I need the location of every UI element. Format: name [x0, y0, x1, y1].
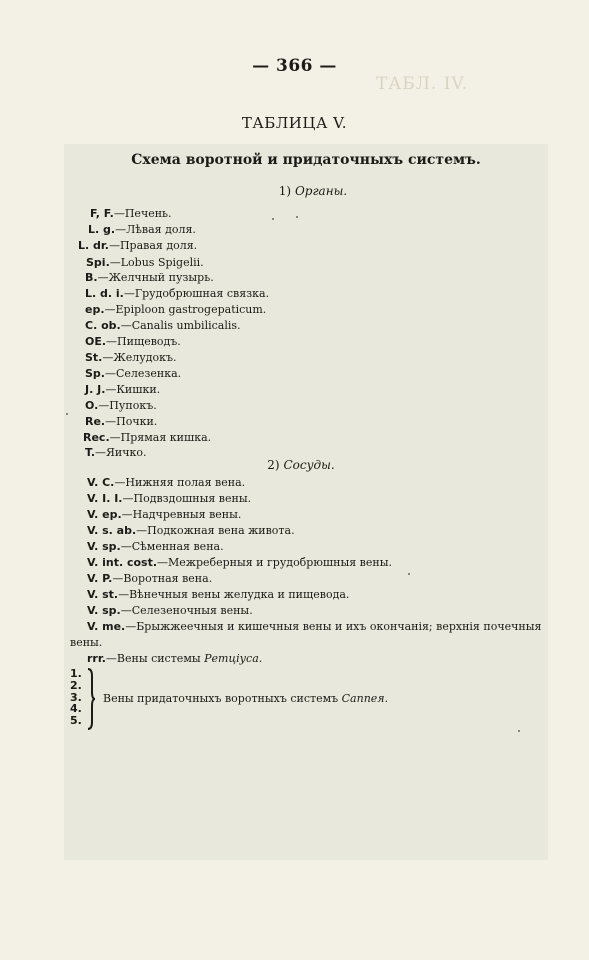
- list-number: 4.: [70, 702, 82, 716]
- list-number: 2.: [70, 678, 82, 692]
- organ-entry: [88, 223, 196, 237]
- organ-text: —Печень.: [113, 207, 172, 220]
- vessel-abbr: V. ep.: [87, 508, 122, 521]
- organ-abbr: L. d. i.: [85, 287, 124, 300]
- numbered-list: [70, 668, 82, 727]
- organ-entry: [90, 207, 172, 221]
- vessel-entry: [87, 492, 251, 506]
- organ-abbr: J. J.: [85, 383, 106, 396]
- vessel-text: —Сѣменная вена.: [120, 540, 224, 553]
- organ-abbr: Rec.: [83, 431, 110, 444]
- paper-speck: [272, 218, 274, 220]
- organ-abbr: O.: [85, 399, 99, 412]
- vessel-abbr: V. int. cost.: [87, 556, 158, 569]
- organ-entry: [85, 399, 157, 413]
- organ-abbr: OE.: [85, 335, 107, 348]
- section-organs-heading: [213, 184, 413, 198]
- paper-speck: [408, 573, 410, 575]
- paper-speck: [66, 413, 68, 415]
- section-vessels-heading: [201, 458, 401, 472]
- organ-entry: [85, 415, 157, 429]
- brace-label: [103, 692, 388, 705]
- organ-text: —Кишки.: [105, 383, 161, 396]
- vessel-text: —Межреберныя и грудобрюшныя вены.: [157, 556, 392, 569]
- organ-abbr: F, F.: [90, 207, 114, 220]
- vessel-abbr: V. s. ab.: [87, 524, 137, 537]
- section-name: Органы.: [294, 184, 348, 198]
- organ-entry: [85, 446, 147, 460]
- organ-abbr: ep.: [85, 303, 105, 316]
- organ-text: —Lobus Spigelii.: [109, 256, 204, 269]
- vessel-entry-me: [87, 620, 541, 634]
- organ-entry: [85, 383, 160, 397]
- organ-text: —Canalis umbilicalis.: [120, 319, 241, 332]
- organ-entry: [78, 239, 197, 253]
- vessel-abbr: rrr.: [87, 652, 106, 665]
- organ-text: —Лѣвая доля.: [115, 223, 196, 236]
- organ-abbr: T.: [85, 446, 96, 459]
- organ-abbr: Spi.: [86, 256, 110, 269]
- organ-abbr: C. ob.: [85, 319, 121, 332]
- organ-entry: [85, 287, 269, 301]
- faint-bleedthrough-stamp: ТАБЛ. IV.: [376, 74, 469, 94]
- organ-entry: [83, 431, 211, 445]
- vessel-entry: [87, 572, 212, 586]
- list-number: 3.: [70, 690, 82, 704]
- organ-entry: [85, 319, 241, 333]
- vessel-entry: [87, 556, 392, 570]
- organ-text: —Правая доля.: [108, 239, 198, 252]
- organ-text: —Желчный пузырь.: [97, 271, 214, 284]
- vessel-abbr: V. C.: [87, 476, 115, 489]
- vessel-entry: [87, 604, 253, 618]
- vessel-entry: [87, 588, 349, 602]
- vessel-text-italic: Ретціуса.: [204, 652, 263, 665]
- table-title: ТАБЛИЦА V.: [241, 114, 348, 132]
- vessel-entry-rrr: [87, 652, 262, 666]
- section-name: Сосуды.: [283, 458, 335, 472]
- section-number: 2): [267, 458, 280, 472]
- organ-text: —Грудобрюшная связка.: [123, 287, 270, 300]
- organ-text: —Селезенка.: [104, 367, 182, 380]
- organ-abbr: Re.: [85, 415, 106, 428]
- brace-label-text: Вены придаточныхъ воротныхъ системъ: [103, 692, 342, 705]
- vessel-text: —Селезеночныя вены.: [120, 604, 253, 617]
- organ-entry: [85, 351, 176, 365]
- organ-entry: [85, 367, 181, 381]
- vessel-abbr: V. st.: [87, 588, 119, 601]
- organ-entry: [85, 271, 214, 285]
- vessel-text: —Воротная вена.: [112, 572, 213, 585]
- organ-entry: [86, 256, 204, 270]
- vessel-text: —Вены системы: [105, 652, 205, 665]
- vessel-text: —Брыжжеечныя и кишечныя вены и ихъ окончанія; верхнія почечныя: [125, 620, 542, 633]
- curly-brace-icon: [86, 668, 96, 730]
- organ-text: —Яичко.: [95, 446, 147, 459]
- organ-abbr: L. dr.: [78, 239, 109, 252]
- vessel-text: —Вѣнечныя вены желудка и пищевода.: [118, 588, 350, 601]
- section-number: 1): [278, 184, 292, 198]
- organ-abbr: Sp.: [85, 367, 105, 380]
- vessel-text: —Подвздошныя вены.: [122, 492, 252, 505]
- vessel-entry: [87, 508, 241, 522]
- paper-speck: [518, 730, 520, 732]
- vessel-abbr: V. sp.: [87, 604, 121, 617]
- organ-text: —Почки.: [105, 415, 158, 428]
- vessel-abbr: V. sp.: [87, 540, 121, 553]
- organ-entry: [85, 335, 181, 349]
- vessel-text: —Подкожная вена живота.: [136, 524, 295, 537]
- organ-text: —Прямая кишка.: [109, 431, 212, 444]
- vessel-text-continuation: вены.: [70, 636, 103, 649]
- vessel-entry: [87, 476, 245, 490]
- organ-abbr: L. g.: [88, 223, 116, 236]
- scheme-title: Схема воротной и придаточныхъ системъ.: [131, 152, 481, 168]
- vessel-text: —Надчревныя вены.: [121, 508, 242, 521]
- vessel-abbr: V. I. I.: [87, 492, 123, 505]
- list-number: 1.: [70, 667, 82, 680]
- organ-abbr: St.: [85, 351, 103, 364]
- vessel-abbr: V. me.: [87, 620, 126, 633]
- organ-text: —Пищеводъ.: [106, 335, 181, 348]
- organ-text: —Пупокъ.: [98, 399, 157, 412]
- vessel-entry: [87, 524, 295, 538]
- page-number: — 366 —: [252, 56, 337, 76]
- organ-text: —Epiploon gastrogepaticum.: [104, 303, 267, 316]
- vessel-abbr: V. P.: [87, 572, 113, 585]
- organ-abbr: B.: [85, 271, 98, 284]
- organ-entry: [85, 303, 266, 317]
- organ-text: —Желудокъ.: [102, 351, 177, 364]
- vessel-text: —Нижняя полая вена.: [114, 476, 246, 489]
- list-number: 5.: [70, 714, 82, 728]
- brace-label-italic: Саппея.: [341, 692, 389, 705]
- paper-speck: [296, 216, 298, 218]
- vessel-entry: [87, 540, 224, 554]
